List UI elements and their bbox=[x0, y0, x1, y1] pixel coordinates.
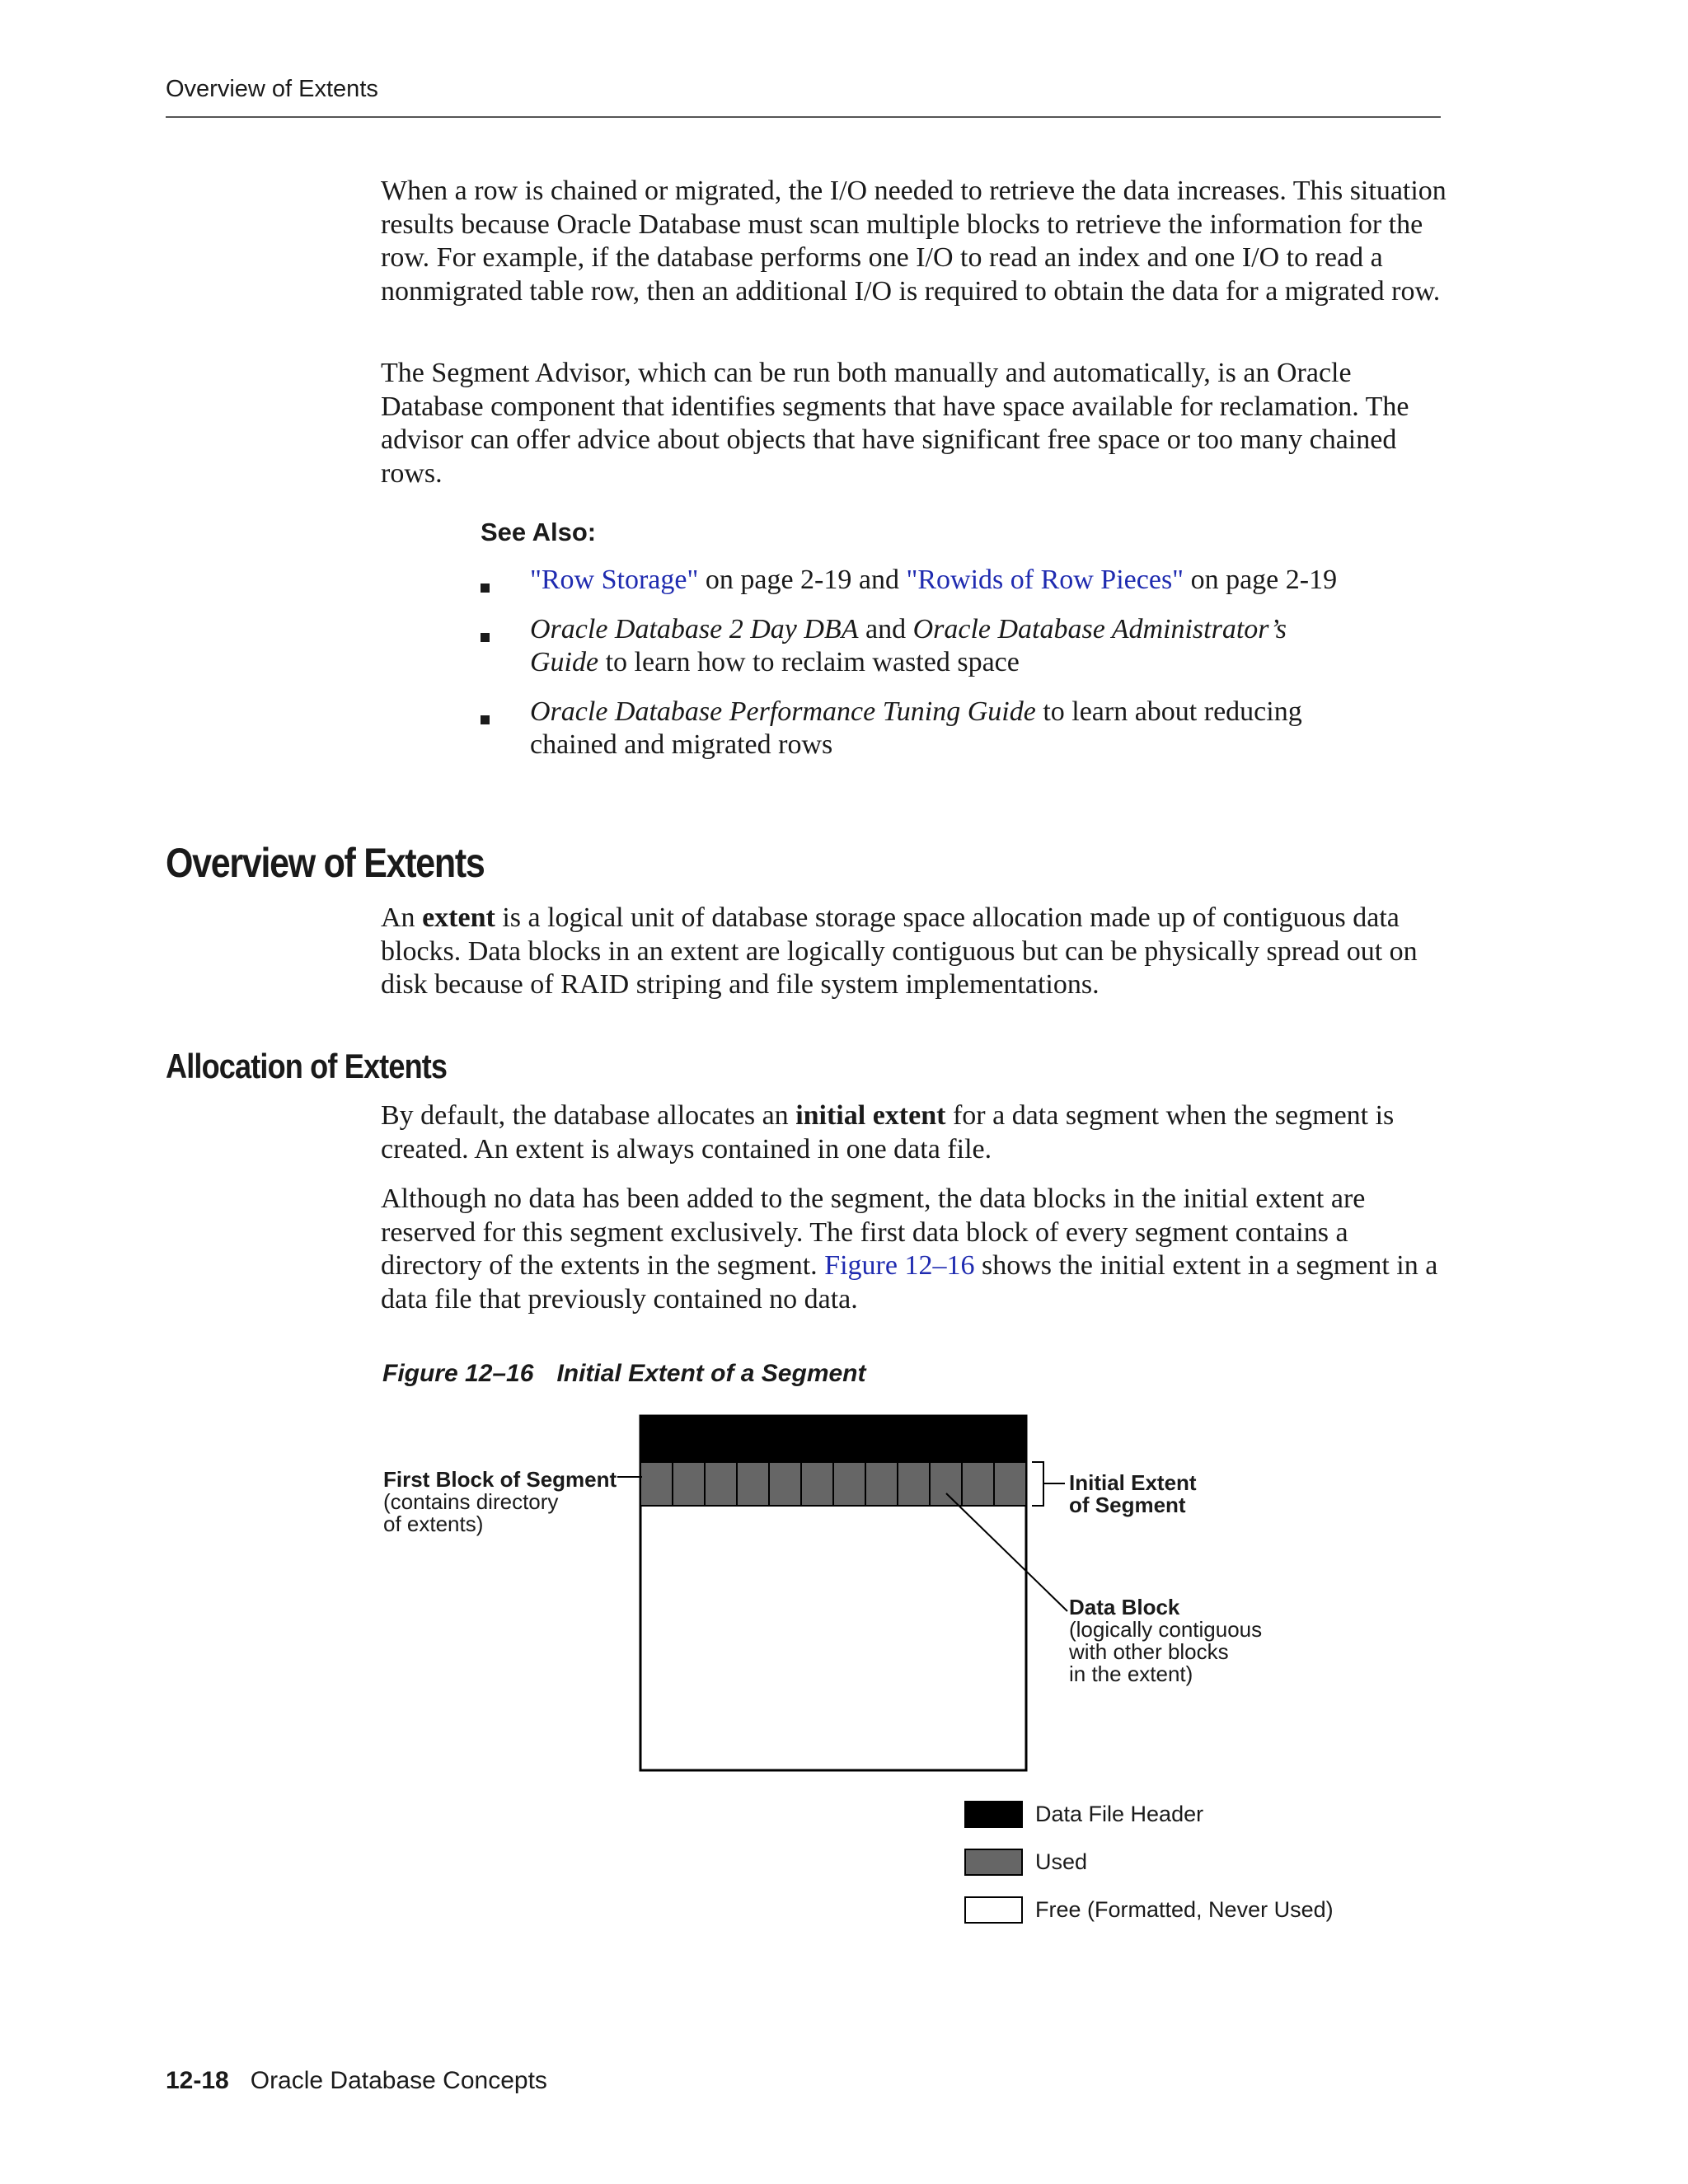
data-block-leader bbox=[946, 1493, 1067, 1611]
data-file-box bbox=[640, 1416, 1026, 1770]
used-data-block bbox=[962, 1462, 994, 1506]
link-row-storage[interactable]: "Row Storage" bbox=[530, 565, 699, 595]
label-data-block-desc-3: in the extent) bbox=[1069, 1661, 1193, 1686]
section-heading-allocation-of-extents: Allocation of Extents bbox=[166, 1047, 448, 1085]
label-first-block-desc-1: (contains directory bbox=[383, 1489, 559, 1514]
see-also-list bbox=[481, 564, 1346, 778]
legend-label: Used bbox=[1035, 1849, 1088, 1874]
see-also-item-2: Oracle Database 2 Day DBA and Oracle Database Administrator’s Guide to learn how to reclaim wasted space bbox=[481, 613, 1346, 680]
body-paragraph-1 bbox=[381, 175, 1452, 308]
paragraph-initial-extent: By default, the database allocates an initial extent for a data segment when the segment is created. An extent is always contained in one data file. bbox=[381, 1100, 1395, 1165]
used-data-block bbox=[769, 1462, 801, 1506]
figure-number: Figure 12–16 bbox=[382, 1360, 534, 1387]
used-data-block bbox=[930, 1462, 962, 1506]
see-also-item-3: Oracle Database Performance Tuning Guide to learn about reducing chained and migrated rows bbox=[481, 696, 1346, 762]
bullet-icon bbox=[481, 633, 490, 642]
legend-swatch-header bbox=[964, 1801, 1023, 1828]
label-data-block-desc-2: with other blocks bbox=[1069, 1639, 1229, 1664]
paragraph-reserved-blocks: Although no data has been added to the segment, the data blocks in the initial extent are reserved for this segment exclusively. The first data block of every segment contains a directory of the extents in the segment. Figure 12–16 shows the initial extent in a segment in a data file that previously contained no data. bbox=[381, 1183, 1438, 1315]
paragraph-extent-definition: An extent is a logical unit of database storage space allocation made up of contiguous data blocks. Data blocks in an extent are logically contiguous but can be physically spread out on disk because of RAID striping and file system implementations. bbox=[381, 902, 1418, 1000]
body-paragraph-2 bbox=[381, 357, 1452, 490]
paragraph-chained-rows: When a row is chained or migrated, the I/O needed to retrieve the data increases. This situation results because Oracle Database must scan multiple blocks to retrieve the information for the row. For example, if the database performs one I/O to read an index and one I/O to read a nonmigrated table row, then an additional I/O is required to obtain the data for a migrated row. bbox=[381, 176, 1447, 307]
label-initial-extent-2: of Segment bbox=[1069, 1493, 1186, 1517]
link-figure-12-16[interactable]: Figure 12–16 bbox=[824, 1250, 975, 1281]
body-paragraph-allocation-2 bbox=[381, 1183, 1452, 1316]
initial-extent-bracket bbox=[1032, 1462, 1043, 1506]
body-paragraph-extent bbox=[381, 902, 1452, 1002]
bullet-icon bbox=[481, 715, 490, 724]
data-file-header-band bbox=[640, 1416, 1026, 1462]
bullet-icon bbox=[481, 583, 490, 593]
used-data-block bbox=[898, 1462, 930, 1506]
page-footer bbox=[166, 2067, 547, 2095]
book-title-footer: Oracle Database Concepts bbox=[250, 2067, 547, 2094]
book-title: Oracle Database 2 Day DBA bbox=[530, 613, 859, 644]
running-header: Overview of Extents bbox=[166, 76, 378, 102]
used-data-block bbox=[673, 1462, 705, 1506]
legend-label: Data File Header bbox=[1035, 1802, 1204, 1826]
section-heading-overview-of-extents: Overview of Extents bbox=[166, 840, 485, 886]
link-rowids-of-row-pieces[interactable]: "Rowids of Row Pieces" bbox=[906, 565, 1184, 595]
page-number: 12-18 bbox=[166, 2067, 229, 2094]
header-rule bbox=[166, 116, 1441, 118]
used-blocks-row bbox=[640, 1462, 1026, 1506]
figure-title: Initial Extent of a Segment bbox=[556, 1360, 866, 1387]
legend-swatch-used bbox=[964, 1849, 1023, 1876]
used-data-block bbox=[865, 1462, 898, 1506]
label-data-block-desc-1: (logically contiguous bbox=[1069, 1617, 1263, 1642]
see-also-item-1: "Row Storage" on page 2-19 and "Rowids of Row Pieces" on page 2-19 bbox=[481, 564, 1346, 598]
used-data-block bbox=[705, 1462, 737, 1506]
label-first-block-desc-2: of extents) bbox=[383, 1511, 484, 1536]
used-data-block bbox=[994, 1462, 1026, 1506]
used-data-block bbox=[737, 1462, 769, 1506]
body-paragraph-allocation-1 bbox=[381, 1099, 1452, 1166]
book-title: Oracle Database Administrator’s Guide bbox=[530, 613, 1287, 677]
legend-label: Free (Formatted, Never Used) bbox=[1035, 1897, 1334, 1922]
book-title: Oracle Database Performance Tuning Guide bbox=[530, 696, 1036, 727]
label-initial-extent-1: Initial Extent bbox=[1069, 1470, 1197, 1495]
used-data-block bbox=[833, 1462, 865, 1506]
used-data-block bbox=[801, 1462, 833, 1506]
legend-swatch-free bbox=[964, 1896, 1023, 1924]
used-data-block bbox=[640, 1462, 673, 1506]
term-initial-extent: initial extent bbox=[795, 1100, 946, 1131]
figure-caption bbox=[382, 1360, 866, 1388]
see-also-heading: See Also: bbox=[481, 518, 597, 546]
term-extent: extent bbox=[422, 902, 495, 933]
paragraph-segment-advisor: The Segment Advisor, which can be run both manually and automatically, is an Oracle Database component that identifies segments that have space available for reclamation. The advisor can offer advice about objects that have significant free space or too many chained rows. bbox=[381, 358, 1409, 489]
label-data-block: Data Block bbox=[1069, 1595, 1180, 1619]
label-first-block: First Block of Segment bbox=[383, 1467, 617, 1492]
